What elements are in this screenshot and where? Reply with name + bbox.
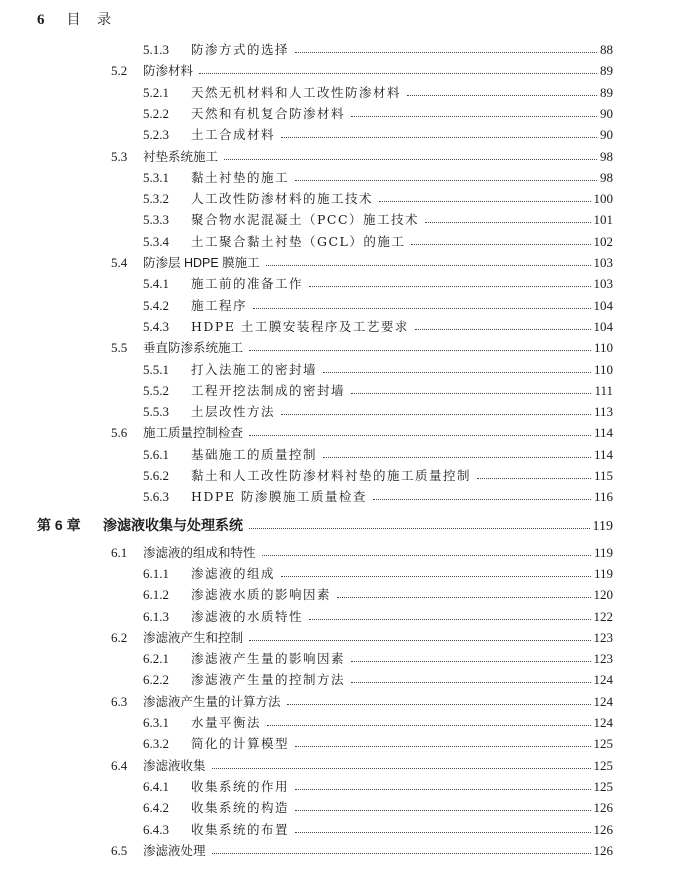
toc-entry-page: 90 [600, 105, 613, 121]
toc-entry-title: 施工前的准备工作 [191, 276, 304, 292]
dot-leader [351, 392, 591, 394]
toc-entry-page: 124 [593, 672, 613, 688]
dot-leader [295, 51, 597, 53]
toc-entry-title: 收集系统的构造 [191, 800, 290, 816]
dot-leader [309, 618, 590, 620]
toc-entry-page: 125 [593, 736, 613, 752]
toc-entry-number: 5.1.3 [143, 42, 169, 57]
toc-subsection-entry[interactable] [143, 106, 613, 122]
toc-subsection-entry[interactable] [143, 468, 613, 484]
toc-entry-number: 6.2 [111, 629, 128, 645]
toc-entry-page: 119 [592, 518, 613, 534]
toc-entry-title: 人工改性防渗材料的施工技术 [191, 191, 374, 207]
toc-entry-number: 5.2.3 [143, 127, 169, 143]
dot-leader [351, 660, 590, 662]
toc-entry-page: 104 [593, 297, 613, 313]
toc-entry-title: 收集系统的布置 [191, 821, 290, 837]
toc-entry-title: 施工质量控制检查 [143, 426, 244, 441]
toc-entry-number: 6.3.1 [143, 715, 169, 730]
toc-subsection-entry[interactable] [143, 85, 613, 101]
toc-entry-number: 5.2 [111, 63, 128, 79]
toc-entry-page: 89 [600, 63, 613, 79]
dot-leader [249, 349, 591, 351]
toc-entry-title: 渗滤液产生量的计算方法 [143, 694, 281, 709]
toc-entry-title: 防渗方式的选择 [191, 42, 290, 57]
dot-leader [266, 264, 591, 266]
toc-entry-title: 渗滤液产生量的控制方法 [191, 672, 346, 688]
dot-leader [224, 158, 597, 160]
toc-entry-title: 渗滤液的水质特性 [191, 608, 304, 624]
toc-section-entry[interactable] [111, 545, 613, 561]
toc-entry-page: 98 [600, 169, 613, 185]
dot-leader [373, 498, 591, 500]
dot-leader [351, 115, 597, 117]
toc-subsection-entry[interactable] [143, 127, 613, 143]
toc-entry-page: 123 [593, 651, 613, 667]
toc-entry-page: 110 [593, 361, 613, 377]
toc-entry-number: 6.4 [111, 757, 128, 773]
toc-subsection-entry[interactable] [143, 447, 613, 463]
toc-entry-title: 工程开挖法制成的密封墙 [191, 382, 346, 398]
dot-leader [212, 852, 591, 854]
dot-leader [411, 243, 590, 245]
dot-leader [295, 179, 597, 181]
toc-subsection-entry[interactable] [143, 212, 613, 228]
toc-subsection-entry[interactable] [143, 170, 613, 186]
toc-entry-title: 简化的计算模型 [191, 736, 290, 752]
toc-section-entry[interactable] [111, 694, 613, 710]
toc-entry-number: 5.5.1 [143, 361, 169, 377]
toc-entry-page: 120 [593, 587, 613, 603]
dot-leader [337, 596, 590, 598]
dot-leader [295, 809, 590, 811]
toc-chapter-entry[interactable] [37, 517, 613, 535]
toc-entry-number: 6.1 [111, 544, 128, 560]
toc-entry-title: 土层改性方法 [191, 404, 276, 420]
toc-entry-page: 116 [593, 489, 613, 505]
toc-entry-title: 防渗层 HDPE 膜施工 [143, 256, 260, 270]
toc-entry-number: 5.3.4 [143, 233, 169, 249]
toc-entry-page: 103 [593, 276, 613, 292]
toc-entry-number: 6.4.2 [143, 800, 169, 816]
toc-subsection-entry[interactable] [143, 276, 613, 292]
toc-entry-number: 5.5.3 [143, 404, 169, 420]
dot-leader [199, 72, 597, 74]
dot-leader [212, 767, 591, 769]
toc-entry-number: 5.2.1 [143, 84, 169, 100]
toc-entry-title: HDPE 防渗膜施工质量检查 [191, 489, 367, 505]
toc-entry-page: 122 [593, 608, 613, 624]
dot-leader [262, 554, 591, 556]
toc-subsection-entry[interactable] [143, 404, 613, 420]
toc-entry-page: 101 [593, 212, 613, 228]
dot-leader [477, 477, 591, 479]
dot-leader [249, 434, 591, 436]
toc-entry-number: 5.3.3 [143, 212, 169, 228]
toc-entry-title: 衬垫系统施工 [143, 149, 219, 164]
dot-leader [295, 831, 590, 833]
dot-leader [379, 200, 590, 202]
dot-leader [295, 745, 590, 747]
toc-entry-page: 90 [600, 127, 613, 143]
dot-leader [249, 639, 590, 641]
toc-entry-page: 126 [593, 821, 613, 837]
toc-entry-page: 124 [593, 693, 613, 709]
toc-subsection-entry[interactable] [143, 672, 613, 688]
page-number: 6 [37, 12, 51, 28]
dot-leader [267, 724, 590, 726]
toc-entry-number: 6.1.1 [143, 565, 169, 581]
toc-entry-title: 防渗材料 [143, 64, 194, 79]
dot-leader [309, 285, 590, 287]
toc-entry-title: 黏土衬垫的施工 [191, 169, 290, 185]
toc-entry-title: 渗滤液处理 [143, 843, 206, 858]
toc-section-entry[interactable] [111, 425, 613, 441]
toc-entry-page: 114 [593, 425, 613, 441]
toc-entry-page: 115 [593, 468, 613, 483]
toc-entry-number: 5.3.1 [143, 169, 169, 185]
toc-subsection-entry[interactable] [143, 736, 613, 752]
toc-entry-number: 5.2.2 [143, 105, 169, 121]
toc-entry-page: 100 [593, 191, 613, 207]
toc-subsection-entry[interactable] [143, 715, 613, 731]
toc-subsection-entry[interactable] [143, 234, 613, 250]
toc-entry-page: 124 [593, 715, 613, 730]
toc-entry-title: 垂直防渗系统施工 [143, 341, 244, 356]
toc-entry-number: 6.2.1 [143, 651, 169, 667]
toc-entry-page: 113 [593, 404, 613, 420]
toc-entry-page: 89 [600, 84, 613, 100]
toc-entry-title: 渗滤液的组成 [191, 565, 276, 581]
toc-entry-title: 黏土和人工改性防渗材料衬垫的施工质量控制 [191, 468, 472, 483]
dot-leader [281, 136, 597, 138]
toc-entry-title: 渗滤液水质的影响因素 [191, 587, 332, 603]
toc-entry-page: 103 [593, 255, 613, 270]
toc-entry-title: 渗滤液产生量的影响因素 [191, 651, 346, 667]
toc-entry-number: 5.6.2 [143, 468, 169, 483]
toc-subsection-entry[interactable] [143, 587, 613, 603]
toc-subsection-entry[interactable] [143, 651, 613, 667]
toc-entry-title: 渗滤液收集与处理系统 [103, 516, 243, 533]
toc-section-entry[interactable] [111, 340, 613, 356]
dot-leader [281, 575, 591, 577]
toc-entry-number: 5.5 [111, 340, 128, 356]
toc-entry-page: 88 [600, 42, 613, 57]
dot-leader [323, 456, 591, 458]
header-title: 目 录 [66, 12, 117, 28]
toc-section-entry[interactable] [111, 843, 613, 859]
toc-entry-number: 5.5.2 [143, 382, 169, 398]
toc-entry-number: 5.6.3 [143, 489, 169, 505]
toc-entry-title: 打入法施工的密封墙 [191, 361, 318, 377]
toc-subsection-entry[interactable] [143, 362, 613, 378]
toc-entry-page: 104 [593, 318, 613, 334]
toc-subsection-entry[interactable] [143, 191, 613, 207]
toc-entry-page: 98 [600, 148, 613, 164]
toc-section-entry[interactable] [111, 630, 613, 646]
toc-entry-page: 125 [593, 757, 613, 773]
toc-entry-page: 111 [594, 382, 613, 398]
toc-subsection-entry[interactable] [143, 383, 613, 399]
toc-entry-number: 第 6 章 [37, 516, 81, 533]
toc-subsection-entry[interactable] [143, 822, 613, 838]
toc-subsection-entry[interactable] [143, 800, 613, 816]
toc-entry-page: 126 [593, 842, 613, 858]
toc-entry-page: 119 [593, 565, 613, 581]
dot-leader [281, 413, 591, 415]
dot-leader [323, 371, 591, 373]
toc-entry-title: 基础施工的质量控制 [191, 446, 318, 462]
toc-subsection-entry[interactable] [143, 42, 613, 58]
toc-entry-page: 125 [593, 778, 613, 794]
toc-subsection-entry[interactable] [143, 566, 613, 582]
toc-entry-number: 6.1.2 [143, 587, 169, 603]
toc-entry-title: HDPE 土工膜安装程序及工艺要求 [191, 318, 409, 334]
toc-entry-number: 6.3 [111, 693, 128, 709]
toc-entry-title: 渗滤液产生和控制 [143, 630, 244, 645]
toc-entry-number: 5.3 [111, 148, 128, 164]
toc-section-entry[interactable] [111, 149, 613, 165]
toc-entry-number: 5.6 [111, 425, 128, 441]
toc-entry-title: 水量平衡法 [191, 715, 262, 730]
toc-entry-number: 6.5 [111, 842, 128, 858]
dot-leader [415, 328, 591, 330]
dot-leader [253, 307, 590, 309]
toc-entry-title: 收集系统的作用 [191, 778, 290, 794]
toc-entry-number: 6.3.2 [143, 736, 169, 752]
toc-entry-number: 6.4.1 [143, 778, 169, 794]
toc-entry-page: 114 [593, 446, 613, 462]
dot-leader [407, 94, 597, 96]
toc-entry-title: 渗滤液的组成和特性 [143, 545, 256, 560]
dot-leader [351, 681, 590, 683]
toc-entry-number: 5.4.1 [143, 276, 169, 292]
dot-leader [295, 788, 590, 790]
toc-entry-number: 5.4 [111, 255, 128, 270]
toc-entry-title: 天然和有机复合防渗材料 [191, 105, 346, 121]
toc-entry-title: 聚合物水泥混凝土（PCC）施工技术 [191, 212, 420, 228]
toc-subsection-entry[interactable] [143, 489, 613, 505]
toc-subsection-entry[interactable] [143, 319, 613, 335]
toc-entry-number: 6.1.3 [143, 608, 169, 624]
toc-entry-number: 5.3.2 [143, 191, 169, 207]
dot-leader [249, 527, 590, 529]
toc-entry-title: 天然无机材料和人工改性防渗材料 [191, 84, 402, 100]
toc-entry-number: 6.4.3 [143, 821, 169, 837]
dot-leader [287, 703, 591, 705]
toc-section-entry[interactable] [111, 255, 613, 271]
toc-entry-page: 126 [593, 800, 613, 816]
toc-entry-page: 102 [593, 233, 613, 249]
dot-leader [425, 221, 590, 223]
toc-entry-title: 施工程序 [191, 297, 248, 313]
toc-entry-page: 110 [593, 340, 613, 356]
toc-entry-number: 5.6.1 [143, 446, 169, 462]
toc-entry-number: 5.4.2 [143, 297, 169, 313]
toc-entry-page: 119 [593, 544, 613, 560]
toc-section-entry[interactable] [111, 758, 613, 774]
toc-section-entry[interactable] [111, 63, 613, 79]
toc-entry-number: 5.4.3 [143, 318, 169, 334]
toc-subsection-entry[interactable] [143, 779, 613, 795]
toc-entry-title: 土工合成材料 [191, 127, 276, 143]
toc-subsection-entry[interactable] [143, 298, 613, 314]
toc-entry-title: 渗滤液收集 [143, 758, 206, 773]
toc-subsection-entry[interactable] [143, 609, 613, 625]
toc-entry-title: 土工聚合黏土衬垫（GCL）的施工 [191, 233, 406, 249]
toc-entry-number: 6.2.2 [143, 672, 169, 688]
toc-entry-page: 123 [593, 629, 613, 645]
